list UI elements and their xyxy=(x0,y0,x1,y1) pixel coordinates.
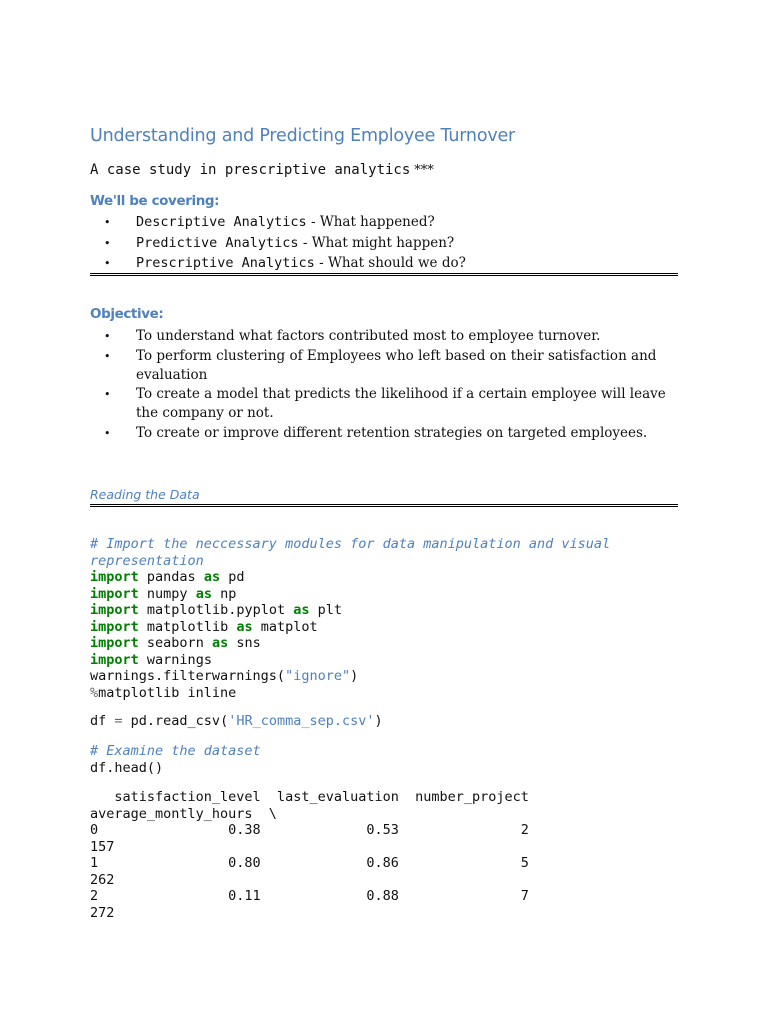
code-operator: = xyxy=(114,713,123,729)
section-divider xyxy=(90,273,678,276)
code-alias: np xyxy=(220,585,237,602)
section-divider xyxy=(90,504,678,507)
list-item-desc: - What happened? xyxy=(306,214,435,230)
output-line: satisfaction_level last_evaluation number_project xyxy=(90,789,529,805)
list-item xyxy=(90,347,680,385)
output-line: 2 0.11 0.88 7 xyxy=(90,888,529,904)
list-item xyxy=(90,424,680,443)
output-line: 1 0.80 0.86 5 xyxy=(90,855,529,871)
covering-list xyxy=(90,213,680,275)
bullet-icon: • xyxy=(104,257,111,270)
list-item-term: Predictive Analytics xyxy=(136,234,299,251)
code-call: df.head() xyxy=(90,759,164,776)
code-string: 'HR_comma_sep.csv' xyxy=(228,713,375,729)
code-keyword: import xyxy=(90,635,139,651)
code-var: df xyxy=(90,713,115,729)
code-block-imports xyxy=(90,536,610,701)
bullet-icon: • xyxy=(104,426,111,440)
code-keyword: import xyxy=(90,618,139,635)
output-line: 272 xyxy=(90,904,115,921)
code-module: pandas xyxy=(146,569,196,585)
code-alias: plt xyxy=(317,602,343,618)
code-magic-symbol: % xyxy=(90,684,99,701)
code-keyword: as xyxy=(293,602,310,618)
document-title: Understanding and Predicting Employee Turnover xyxy=(90,126,516,146)
code-alias: pd xyxy=(228,569,245,585)
output-line: 0 0.38 0.53 2 xyxy=(90,822,529,838)
bullet-icon: • xyxy=(104,216,111,229)
output-line: 262 xyxy=(90,871,115,888)
code-keyword: import xyxy=(90,651,139,668)
code-comment: representation xyxy=(90,552,204,569)
list-item xyxy=(90,254,680,273)
code-keyword: import xyxy=(90,569,139,585)
code-comment: # Examine the dataset xyxy=(90,743,261,759)
code-comment: # Import the neccessary modules for data manipulation and visual xyxy=(90,536,611,552)
list-item xyxy=(90,385,680,423)
code-string: "ignore" xyxy=(285,668,351,684)
objective-list xyxy=(90,327,680,443)
bullet-icon: • xyxy=(104,236,111,250)
output-line: average_montly_hours \ xyxy=(90,805,277,822)
code-module: numpy xyxy=(146,585,188,602)
list-item-term: Prescriptive Analytics xyxy=(136,255,315,271)
bullet-icon: • xyxy=(104,388,111,401)
code-alias: sns xyxy=(236,635,261,651)
bullet-icon: • xyxy=(104,330,111,343)
code-keyword: import xyxy=(90,602,139,618)
code-block-read xyxy=(90,713,383,730)
code-paren: ) xyxy=(374,713,383,729)
code-keyword: as xyxy=(236,618,253,635)
document-subtitle xyxy=(90,162,434,178)
list-item-text: To understand what factors contributed most to employee turnover. xyxy=(136,328,601,344)
list-item-term: Descriptive Analytics xyxy=(136,214,307,230)
code-keyword: as xyxy=(203,569,221,585)
code-keyword: as xyxy=(211,635,229,651)
code-keyword: as xyxy=(195,585,212,602)
code-module: matplotlib xyxy=(146,618,229,635)
subtitle-stars: *** xyxy=(414,163,434,178)
list-item xyxy=(90,327,680,346)
list-item-text: To create or improve different retention strategies on targeted employees. xyxy=(136,424,648,441)
list-item-desc: - What should we do? xyxy=(314,255,466,271)
code-call: pd.read_csv( xyxy=(122,713,229,729)
list-item-text: To perform clustering of Employees who left based on their satisfaction and evaluation xyxy=(136,347,657,383)
code-module: matplotlib.pyplot xyxy=(146,602,286,618)
code-call: warnings.filterwarnings( xyxy=(90,668,286,684)
list-item xyxy=(90,213,680,232)
section-heading: Reading the Data xyxy=(90,487,200,502)
list-item xyxy=(90,234,680,253)
code-magic: matplotlib inline xyxy=(98,684,237,701)
bullet-icon: • xyxy=(104,349,111,363)
subtitle-text: A case study in prescriptive analytics xyxy=(90,162,411,178)
code-keyword: import xyxy=(90,585,139,602)
objective-heading: Objective: xyxy=(90,306,164,322)
code-alias: matplot xyxy=(260,618,318,635)
list-item-text: To create a model that predicts the likelihood if a certain employee will leave the company or not. xyxy=(136,386,666,421)
list-item-desc: - What might happen? xyxy=(298,234,455,251)
covering-heading: We'll be covering: xyxy=(90,193,220,209)
output-line: 157 xyxy=(90,838,115,855)
code-block-head xyxy=(90,743,261,776)
code-output xyxy=(90,789,529,921)
code-module: warnings xyxy=(146,651,212,668)
code-module: seaborn xyxy=(146,635,204,651)
code-paren: ) xyxy=(350,668,359,684)
